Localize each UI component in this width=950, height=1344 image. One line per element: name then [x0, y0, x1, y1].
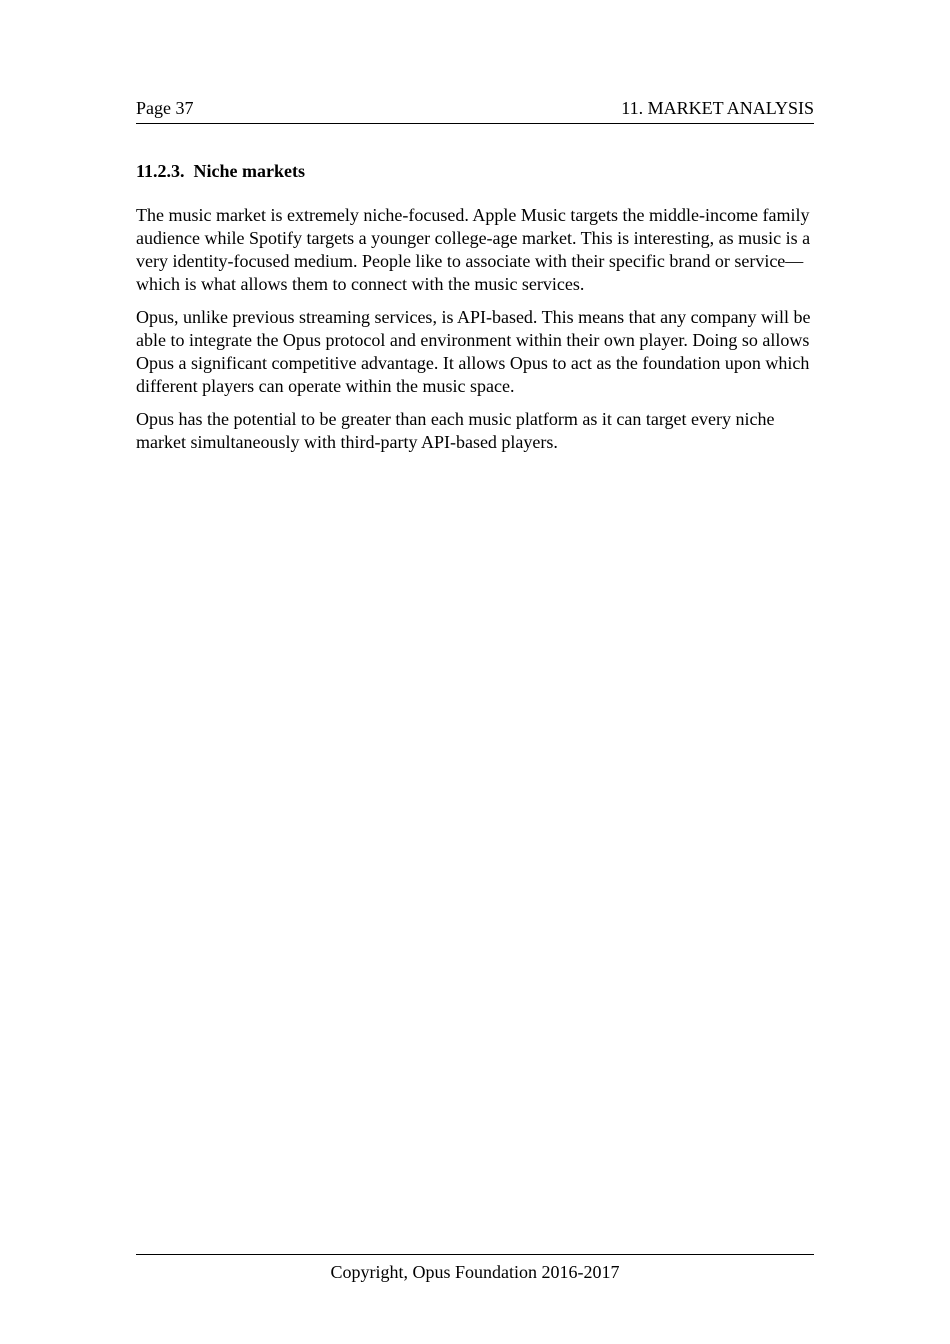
footer-copyright: Copyright, Opus Foundation 2016-2017	[330, 1262, 620, 1282]
page-number: Page 37	[136, 98, 194, 118]
footer-rule	[136, 1254, 814, 1255]
body-text	[136, 204, 816, 464]
running-header	[136, 97, 814, 124]
chapter-title: 11. MARKET ANALYSIS	[621, 98, 814, 118]
paragraph-api-based: Opus, unlike previous streaming services, is API-based. This means that any company will be able to integrate the Opus protocol and environment within their own player. Doing so allows Opus a significant competitive advantage. It allows Opus to act as the foundation upon which different players can operate within the music space.	[136, 307, 811, 396]
section-number: 11.2.3.	[136, 161, 185, 181]
section-heading	[136, 160, 305, 182]
paragraph-niche-focus: The music market is extremely niche-focused. Apple Music targets the middle-income family audience while Spotify targets a younger college-age market. This is interesting, as music is a very identity-focused medium. People like to associate with their specific brand or service—which is what allows them to connect with the music services.	[136, 205, 811, 294]
section-title: Niche markets	[193, 161, 305, 181]
paragraph-potential: Opus has the potential to be greater than each music platform as it can target every niche market simultaneously with third-party API-based players.	[136, 409, 775, 452]
